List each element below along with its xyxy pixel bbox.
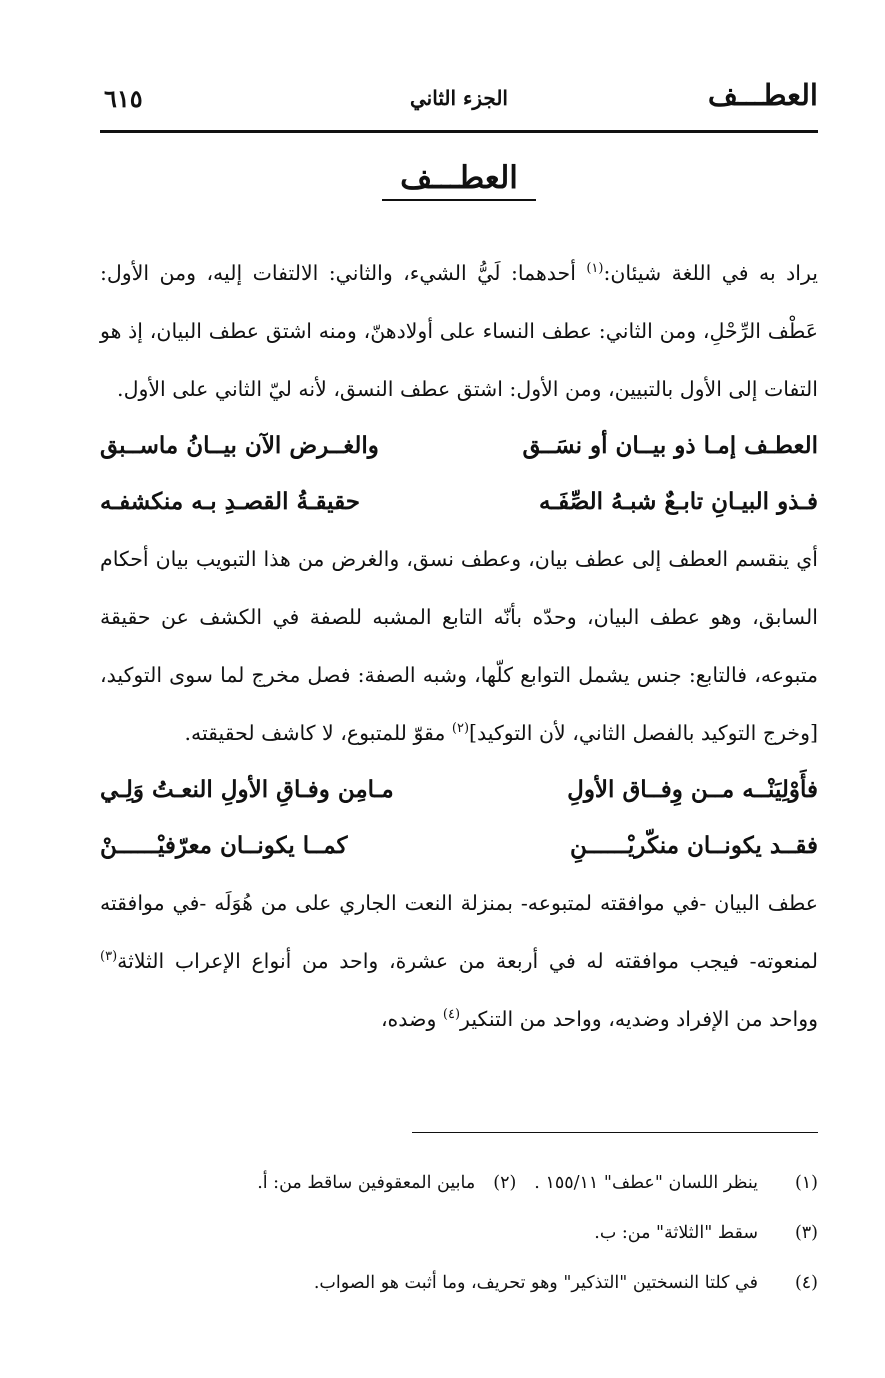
verse-hemistich-first: فأَوْلِيَنْــه مــن وِفــاق الأولِ [567, 776, 818, 803]
verse-hemistich-second: كمــا يكونــان معرّفيْــــــنْ [100, 832, 348, 859]
verse-hemistich-second: والغــرض الآن بيــانُ ماســبق [100, 432, 379, 459]
verse-line [100, 818, 818, 874]
footnote-line [100, 1158, 818, 1208]
footnote-text: في كلتا النسختين "التذكير" وهو تحريف، وما أثبت هو الصواب. [313, 1273, 758, 1293]
paragraph-3-part-3: وضده، [380, 1007, 443, 1031]
footnotes [100, 1158, 818, 1308]
footnote-ref-3: (٣) [100, 949, 118, 965]
verse-line [100, 418, 818, 474]
footnote-ref-4: (٤) [442, 1007, 461, 1023]
footnote-line [100, 1208, 818, 1258]
footnote-ref-1: (١) [586, 261, 604, 277]
header-volume: الجزء الثاني [410, 86, 508, 110]
footnote-number: (٢) [493, 1173, 517, 1193]
chapter-title [100, 160, 818, 196]
verse-hemistich-second: حقيقـةُ القصـدِ بـه منكشفـه [100, 488, 360, 515]
main-text [100, 244, 818, 1048]
footnote-ref-2: (٢) [451, 721, 470, 737]
verse-hemistich-first: العطـف إمـا ذو بيــان أو نسَــق [522, 432, 818, 459]
page-number: ٦١٥ [104, 84, 143, 113]
verse-hemistich-first: فـذو البيـانِ تابـعٌ شبـهُ الصِّفَـه [539, 488, 818, 515]
header-rule [100, 130, 818, 133]
footnote-number: (٤) [794, 1273, 818, 1293]
verse-hemistich-first: فقــد يكونــان منكّريْــــــنِ [570, 832, 818, 859]
footnote-number: (٣) [794, 1223, 818, 1243]
header-section-title: العطـــف [707, 78, 818, 112]
footnote-rule [412, 1132, 818, 1133]
paragraph-3-part-2: وواحد من الإفراد وضديه، وواحد من التنكير [460, 1007, 818, 1031]
paragraph-1-part-2: أحدهما: لَيُّ الشيء، والثاني: الالتفات إليه، ومن الأول: عَطْف الرِّحْلِ، ومن الثاني: عطف النساء على أولادهنّ، ومنه اشتق عطف البيان، إذ هو التفات إلى الأول بالتبيين، ومن الأول: اشتق عطف النسق، لأنه ليّ الثاني على الأول. [100, 261, 818, 401]
verse-block-2 [100, 762, 818, 874]
footnote-text-b: مابين المعقوفين ساقط من: أ. [257, 1173, 476, 1193]
paragraph-3 [100, 874, 818, 1048]
paragraph-2 [100, 530, 818, 762]
verse-line [100, 474, 818, 530]
paragraph-2-part-2: مقوّ للمتبوع، لا كاشف لحقيقته. [184, 721, 452, 745]
verse-line [100, 762, 818, 818]
paragraph-1 [100, 244, 818, 418]
footnote-text [257, 1158, 758, 1208]
footnote-line [100, 1258, 818, 1308]
paragraph-1-part-1: يراد به في اللغة شيئان: [603, 261, 818, 285]
footnote-number: (١) [794, 1173, 818, 1193]
paragraph-3-part-1: عطف البيان -في موافقته لمتبوعه- بمنزلة النعت الجاري على من هُوَلَه -في موافقته لمنعوته- فيجب موافقته له في أربعة من عشرة، واحد من أنواع الإعراب الثلاثة [100, 891, 818, 973]
verse-block-1 [100, 418, 818, 530]
paragraph-2-part-1: أي ينقسم العطف إلى عطف بيان، وعطف نسق، والغرض من هذا التبويب بيان أحكام السابق، وهو عطف البيان، وحدّه بأنّه التابع المشبه للصفة في الكشف عن حقيقة متبوعه، فالتابع: جنس يشمل التوابع كلّها، وشبه الصفة: فصل مخرج لما سوى التوكيد، [وخرج التوكيد بالفصل الثاني، لأن التوكيد] [100, 547, 818, 745]
chapter-title-text: العطـــف [382, 160, 536, 201]
verse-hemistich-second: مـامِن وفـاقِ الأولِ النعـتُ وَلِـي [100, 776, 394, 803]
footnote-text-a: ينظر اللسان "عطف" ١٥٥/١١ . [534, 1173, 758, 1193]
footnote-text: سقط "الثلاثة" من: ب. [594, 1223, 758, 1243]
running-header [100, 78, 818, 122]
